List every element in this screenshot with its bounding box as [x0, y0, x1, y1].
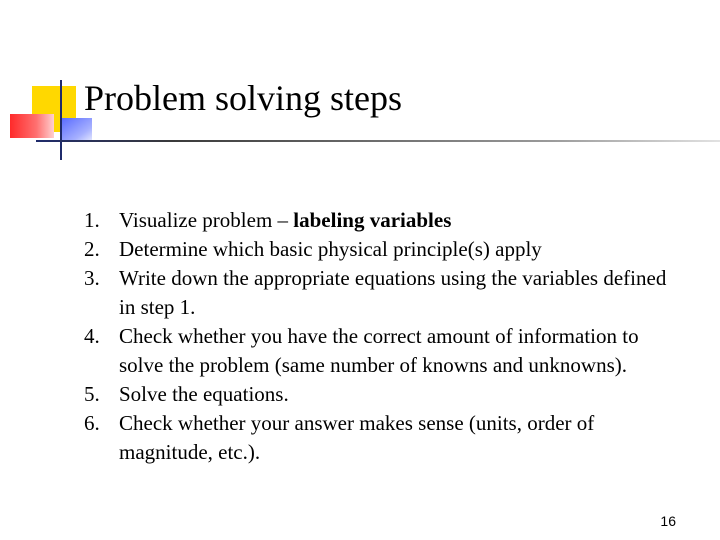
list-item — [84, 409, 684, 467]
step-text: Check whether your answer makes sense (units, order of magnitude, etc.). — [119, 411, 595, 464]
step-bold-text: labeling variables — [293, 208, 452, 232]
decorative-red-bar — [10, 114, 54, 138]
decorative-blue-square — [62, 118, 92, 140]
decorative-vertical-line — [60, 80, 62, 160]
list-item — [84, 380, 684, 409]
title-underline — [36, 140, 720, 142]
steps-list — [84, 206, 684, 467]
list-item — [84, 322, 684, 380]
list-item — [84, 235, 684, 264]
list-item — [84, 264, 684, 322]
step-number: 6. — [84, 411, 100, 435]
list-item — [84, 206, 684, 235]
page-number: 16 — [660, 513, 676, 529]
step-number: 4. — [84, 324, 100, 348]
step-number: 1. — [84, 208, 100, 232]
slide-title: Problem solving steps — [84, 78, 403, 118]
step-number: 2. — [84, 237, 100, 261]
step-text: Write down the appropriate equations using the variables defined in step 1. — [119, 266, 667, 319]
step-text: Visualize problem – — [119, 208, 294, 232]
step-text: Check whether you have the correct amount of information to solve the problem (same number of knowns and unknowns). — [119, 324, 639, 377]
step-text: Solve the equations. — [119, 382, 289, 406]
step-text: Determine which basic physical principle(s) apply — [119, 237, 542, 261]
step-number: 3. — [84, 266, 100, 290]
step-number: 5. — [84, 382, 100, 406]
